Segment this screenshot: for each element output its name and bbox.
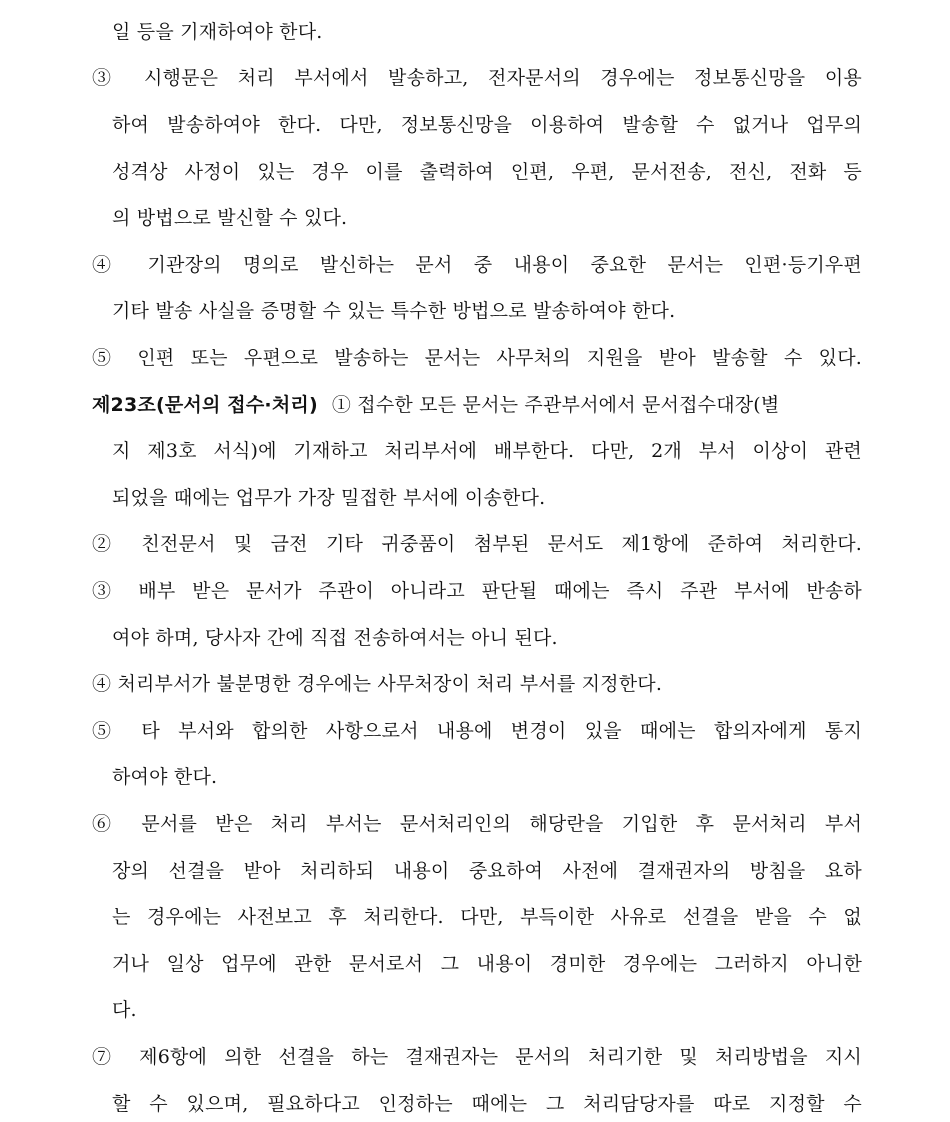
paragraph-5-line-1: ⑤ 인편 또는 우편으로 발송하는 문서는 사무처의 지원을 받아 발송할 수 있다.: [92, 347, 862, 369]
article-23-paragraph-2: ② 친전문서 및 금전 기타 귀중품이 첨부된 문서도 제1항에 준하여 처리한다.: [92, 533, 862, 555]
paragraph-3-line-4: 의 방법으로 발신할 수 있다.: [112, 207, 348, 229]
article-heading: 제23조(문서의 접수·처리): [92, 394, 318, 416]
paragraph-4-line-1: ④ 기관장의 명의로 발신하는 문서 중 내용이 중요한 문서는 인편·등기우편: [92, 254, 862, 276]
article-23-paragraph-1-line-3: 되었을 때에는 업무가 가장 밀접한 부서에 이송한다.: [112, 487, 546, 509]
article-23-paragraph-7-line-2: 할 수 있으며, 필요하다고 인정하는 때에는 그 처리담당자를 따로 지정할 수: [112, 1093, 862, 1115]
article-23-first-line: [92, 392, 862, 418]
article-23-paragraph-5-line-2: 하여야 한다.: [112, 766, 218, 788]
paragraph-4-line-2: 기타 발송 사실을 증명할 수 있는 특수한 방법으로 발송하여야 한다.: [112, 300, 676, 322]
paragraph-3-line-2: 하여 발송하여야 한다. 다만, 정보통신망을 이용하여 발송할 수 없거나 업무의: [112, 114, 862, 136]
text-line: 일 등을 기재하여야 한다.: [112, 21, 323, 43]
article-23-paragraph-3-line-2: 여야 하며, 당사자 간에 직접 전송하여서는 아니 된다.: [112, 627, 558, 649]
article-23-paragraph-6-line-3: 는 경우에는 사전보고 후 처리한다. 다만, 부득이한 사유로 선결을 받을 수 없: [112, 906, 862, 928]
article-23-paragraph-6-line-5: 다.: [112, 999, 137, 1021]
article-23-paragraph-3-line-1: ③ 배부 받은 문서가 주관이 아니라고 판단될 때에는 즉시 주관 부서에 반송하: [92, 580, 862, 602]
article-23-paragraph-6-line-1: ⑥ 문서를 받은 처리 부서는 문서처리인의 해당란을 기입한 후 문서처리 부서: [92, 813, 862, 835]
article-23-paragraph-6-line-4: 거나 일상 업무에 관한 문서로서 그 내용이 경미한 경우에는 그러하지 아니한: [112, 953, 862, 975]
article-23-paragraph-7-line-1: ⑦ 제6항에 의한 선결을 하는 결재권자는 문서의 처리기한 및 처리방법을 지시: [92, 1046, 862, 1068]
article-23-paragraph-1-line-2: 지 제3호 서식)에 기재하고 처리부서에 배부한다. 다만, 2개 부서 이상이 관련: [112, 440, 862, 462]
article-23-paragraph-1-line-1: ① 접수한 모든 문서는 주관부서에서 문서접수대장(별: [331, 394, 780, 416]
article-23-paragraph-4: ④ 처리부서가 불분명한 경우에는 사무처장이 처리 부서를 지정한다.: [92, 673, 663, 695]
article-23-paragraph-6-line-2: 장의 선결을 받아 처리하되 내용이 중요하여 사전에 결재권자의 방침을 요하: [112, 860, 862, 882]
article-23-paragraph-5-line-1: ⑤ 타 부서와 합의한 사항으로서 내용에 변경이 있을 때에는 합의자에게 통지: [92, 720, 862, 742]
paragraph-3-line-3: 성격상 사정이 있는 경우 이를 출력하여 인편, 우편, 문서전송, 전신, 전화 등: [112, 161, 862, 183]
paragraph-3-line-1: ③ 시행문은 처리 부서에서 발송하고, 전자문서의 경우에는 정보통신망을 이용: [92, 67, 862, 89]
